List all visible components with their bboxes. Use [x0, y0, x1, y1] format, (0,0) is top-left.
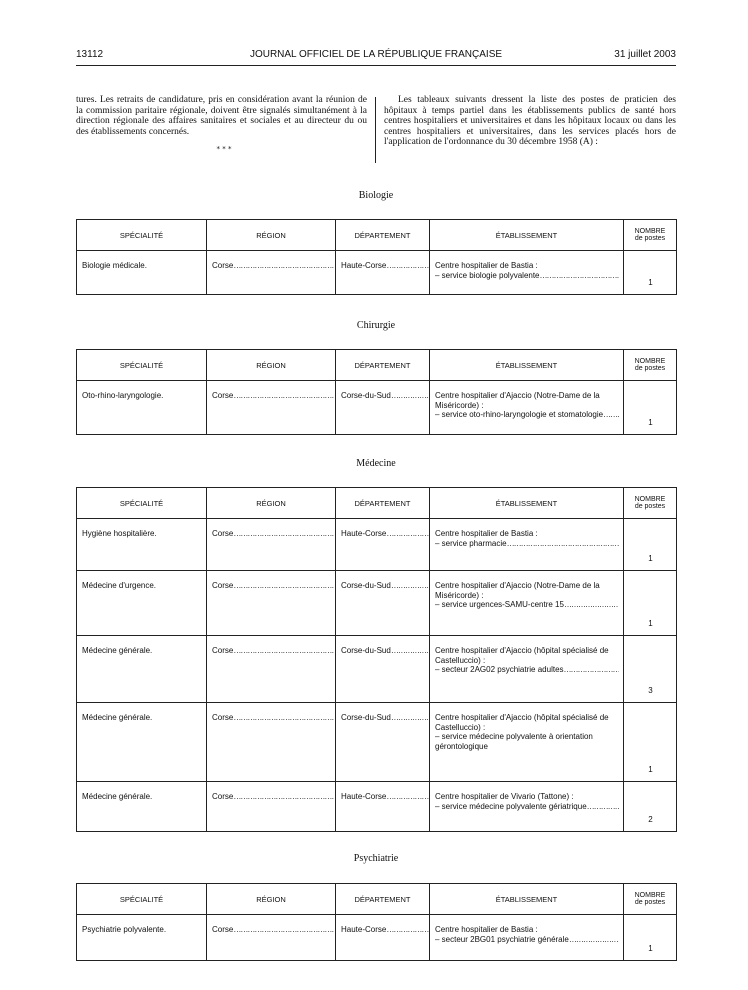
table-header-row — [77, 350, 677, 381]
cell-etablissement — [430, 915, 624, 961]
cell-region — [207, 571, 336, 636]
etab-main: Centre hospitalier de Bastia : — [435, 529, 538, 538]
table-row — [77, 519, 677, 571]
region-text: Corse — [212, 925, 234, 934]
cell-departement — [336, 381, 430, 435]
column-divider — [375, 97, 376, 163]
departement-text: Haute-Corse — [341, 792, 387, 801]
cell-etablissement — [430, 381, 624, 435]
cell-departement — [336, 782, 430, 832]
section-title-medecine: Médecine — [356, 458, 396, 469]
section-title-psychiatrie: Psychiatrie — [353, 853, 399, 864]
etab-service: – service pharmacie — [435, 538, 507, 548]
col-nombre-l1: NOMBRE — [634, 892, 666, 899]
cell-specialite: Médecine d'urgence. — [77, 571, 207, 636]
etab-service: – service oto-rhino-laryngologie et stomatologie — [435, 410, 604, 419]
cell-region — [207, 251, 336, 295]
cell-departement — [336, 915, 430, 961]
col-specialite: SPÉCIALITÉ — [77, 350, 207, 381]
region-text: Corse — [212, 581, 234, 590]
region-text: Corse — [212, 713, 234, 722]
col-nombre-l2: de postes — [634, 235, 666, 242]
region-text: Corse — [212, 529, 234, 538]
table-row — [77, 782, 677, 832]
col-nombre — [624, 488, 677, 519]
cell-departement — [336, 703, 430, 782]
col-departement: DÉPARTEMENT — [336, 488, 430, 519]
cell-departement — [336, 571, 430, 636]
etab-main: Centre hospitalier de Bastia : — [435, 261, 538, 270]
table-psychiatrie — [76, 883, 677, 961]
section-title-chirurgie: Chirurgie — [356, 320, 396, 331]
cell-specialite: Médecine générale. — [77, 636, 207, 703]
col-specialite: SPÉCIALITÉ — [77, 488, 207, 519]
cell-etablissement — [430, 251, 624, 295]
cell-etablissement — [430, 636, 624, 703]
cell-specialite: Médecine générale. — [77, 703, 207, 782]
col-nombre-l1: NOMBRE — [634, 358, 666, 365]
col-specialite: SPÉCIALITÉ — [77, 884, 207, 915]
departement-text: Haute-Corse — [341, 925, 387, 934]
page-header — [76, 49, 676, 65]
col-nombre — [624, 220, 677, 251]
cell-departement — [336, 636, 430, 703]
table-biologie — [76, 219, 677, 295]
etab-main: Centre hospitalier de Vivario (Tattone) : — [435, 792, 574, 801]
cell-specialite: Biologie médicale. — [77, 251, 207, 295]
etab-service: – service médecine polyvalente à orientation gérontologique — [435, 732, 593, 751]
col-specialite: SPÉCIALITÉ — [77, 220, 207, 251]
col-region: RÉGION — [207, 488, 336, 519]
col-region: RÉGION — [207, 884, 336, 915]
publication-date: 31 juillet 2003 — [614, 49, 676, 60]
col-region: RÉGION — [207, 350, 336, 381]
table-row — [77, 251, 677, 295]
journal-title: JOURNAL OFFICIEL DE LA RÉPUBLIQUE FRANÇAISE — [249, 49, 503, 60]
etab-main: Centre hospitalier d'Ajaccio (Notre-Dame de la Miséricorde) : — [435, 391, 600, 410]
col-nombre — [624, 350, 677, 381]
intro-right-paragraph: Les tableaux suivants dressent la liste des postes de praticien des hôpitaux à temps partiel dans les établissements publics de santé hors centres hospitaliers et universitaires et dans les hôpitaux locaux ou dans les centres hospitaliers et universitaires, dans les services placés hors de l'application de l'ordonnance du 30 décembre 1958 (A) : — [384, 95, 676, 147]
cell-etablissement — [430, 519, 624, 571]
cell-region — [207, 636, 336, 703]
separator-stars — [214, 146, 234, 152]
table-row — [77, 915, 677, 961]
etab-main: Centre hospitalier de Bastia : — [435, 925, 538, 934]
col-nombre-l2: de postes — [634, 503, 666, 510]
table-chirurgie — [76, 349, 677, 435]
col-departement: DÉPARTEMENT — [336, 220, 430, 251]
cell-count: 1 — [624, 251, 677, 295]
cell-count: 2 — [624, 782, 677, 832]
cell-etablissement — [430, 703, 624, 782]
region-text: Corse — [212, 792, 234, 801]
cell-count: 1 — [624, 519, 677, 571]
cell-specialite: Psychiatrie polyvalente. — [77, 915, 207, 961]
col-etablissement: ÉTABLISSEMENT — [430, 884, 624, 915]
cell-departement — [336, 251, 430, 295]
col-etablissement: ÉTABLISSEMENT — [430, 220, 624, 251]
region-text: Corse — [212, 261, 234, 270]
cell-etablissement — [430, 571, 624, 636]
separator-stars-text: * * * — [216, 145, 232, 153]
cell-specialite: Médecine générale. — [77, 782, 207, 832]
cell-count: 1 — [624, 703, 677, 782]
section-title-biologie: Biologie — [358, 190, 394, 201]
cell-etablissement — [430, 782, 624, 832]
etab-main: Centre hospitalier d'Ajaccio (Notre-Dame de la Miséricorde) : — [435, 581, 600, 600]
cell-departement — [336, 519, 430, 571]
col-region: RÉGION — [207, 220, 336, 251]
departement-text: Haute-Corse — [341, 529, 387, 538]
col-nombre — [624, 884, 677, 915]
region-text: Corse — [212, 646, 234, 655]
col-nombre-l2: de postes — [634, 899, 666, 906]
table-row — [77, 636, 677, 703]
etab-service: – service biologie polyvalente — [435, 270, 540, 280]
table-row — [77, 381, 677, 435]
table-row — [77, 703, 677, 782]
etab-service: – secteur 2AG02 psychiatrie adultes — [435, 665, 564, 674]
etab-service: – service médecine polyvalente gériatrique — [435, 801, 587, 811]
cell-region — [207, 703, 336, 782]
etab-service: – secteur 2BG01 psychiatrie générale — [435, 934, 569, 944]
cell-count: 3 — [624, 636, 677, 703]
col-nombre-l1: NOMBRE — [634, 228, 666, 235]
table-header-row — [77, 488, 677, 519]
etab-service: – service urgences-SAMU-centre 15 — [435, 600, 564, 609]
table-header-row — [77, 884, 677, 915]
col-nombre-l1: NOMBRE — [634, 496, 666, 503]
table-row — [77, 571, 677, 636]
cell-specialite: Oto-rhino-laryngologie. — [77, 381, 207, 435]
col-nombre-l2: de postes — [634, 365, 666, 372]
col-etablissement: ÉTABLISSEMENT — [430, 488, 624, 519]
departement-text: Corse-du-Sud — [341, 713, 391, 722]
intro-left-paragraph: tures. Les retraits de candidature, pris en considération avant la réunion de la commission paritaire régionale, doivent être signalés simultanément à la direction régionale des affaires sanitaires et sociales et au directeur du ou des établissements concernés. — [76, 95, 367, 137]
departement-text: Corse-du-Sud — [341, 646, 391, 655]
etab-main: Centre hospitalier d'Ajaccio (hôpital spécialisé de Castelluccio) : — [435, 713, 609, 732]
table-header-row — [77, 220, 677, 251]
cell-region — [207, 915, 336, 961]
departement-text: Haute-Corse — [341, 261, 387, 270]
cell-count: 1 — [624, 381, 677, 435]
col-departement: DÉPARTEMENT — [336, 884, 430, 915]
cell-count: 1 — [624, 571, 677, 636]
etab-main: Centre hospitalier d'Ajaccio (hôpital spécialisé de Castelluccio) : — [435, 646, 609, 665]
cell-region — [207, 381, 336, 435]
cell-region — [207, 782, 336, 832]
region-text: Corse — [212, 391, 234, 400]
col-departement: DÉPARTEMENT — [336, 350, 430, 381]
cell-region — [207, 519, 336, 571]
departement-text: Corse-du-Sud — [341, 581, 391, 590]
page-number: 13112 — [76, 49, 104, 60]
table-medecine — [76, 487, 677, 832]
departement-text: Corse-du-Sud — [341, 391, 391, 400]
col-etablissement: ÉTABLISSEMENT — [430, 350, 624, 381]
header-rule — [76, 65, 676, 66]
cell-specialite: Hygiène hospitalière. — [77, 519, 207, 571]
cell-count: 1 — [624, 915, 677, 961]
